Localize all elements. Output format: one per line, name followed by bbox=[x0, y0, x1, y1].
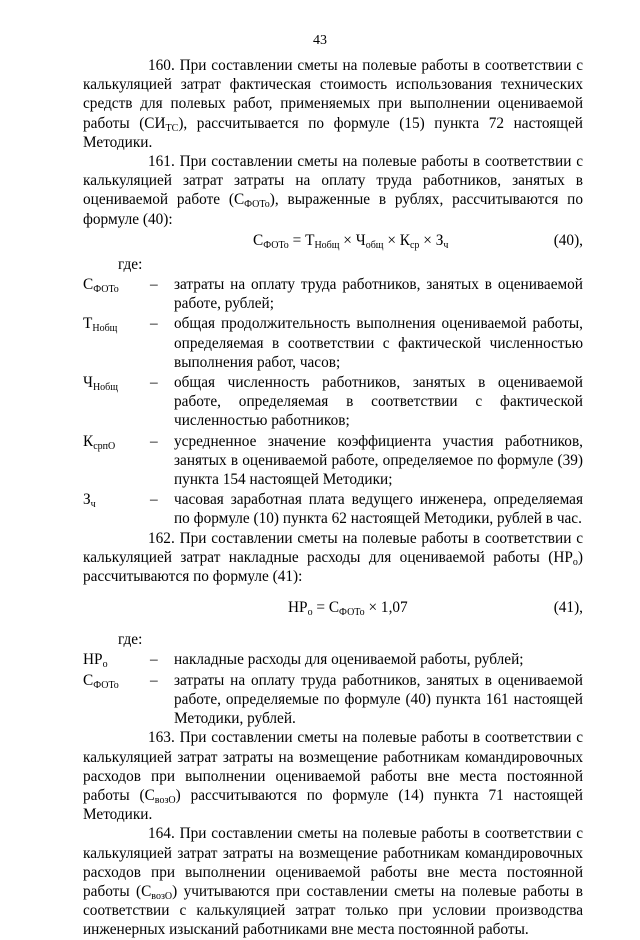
definition-row: $С_{ФОТо}$ – затраты на оплату труда работников, занятых в оцениваемой работе, определяемые по формуле (40) пункта 161 настоящей Методики, рублей. bbox=[83, 671, 583, 728]
definition-row: $З_ч$ – часовая заработная плата ведущего инженера, определяемая по формуле (10) пункта 62 настоящей Методики, рублей в час. bbox=[83, 491, 583, 528]
page-number: 43 bbox=[313, 33, 327, 48]
definition-text: затраты на оплату труда работников, занятых в оцениваемой работе, рублей; bbox=[174, 276, 583, 313]
definitions-list-2 bbox=[83, 650, 583, 728]
formula-41-number: (41), bbox=[553, 599, 583, 617]
definition-text: общая продолжительность выполнения оцениваемой работы, определяемая в соответствии с фактической численностью выполнения работ, часов; bbox=[174, 315, 583, 371]
definition-symbol: $С_{ФОТо}$ bbox=[83, 671, 119, 691]
definition-symbol: $НР_о$ bbox=[83, 651, 108, 671]
where-label-2: где: bbox=[118, 631, 143, 649]
where-label-1: где: bbox=[118, 255, 143, 273]
definition-row: $НР_о$ – накладные расходы для оцениваемой работы, рублей; bbox=[83, 650, 583, 669]
paragraph-162: 162. При составлении сметы на полевые работы в соответствии с калькуляцией затрат накладные расходы для оцениваемой работы $(НР_о)$ рассчитываются по формуле (41): bbox=[83, 529, 583, 586]
definition-text: накладные расходы для оцениваемой работы, рублей; bbox=[174, 651, 524, 669]
paragraph-163: 163. При составлении сметы на полевые работы в соответствии с калькуляцией затрат затраты на возмещение работникам командировочных расходов при выполнении оцениваемой работы вне места постоянной работы $(С_{возО})$ рассчитываются по формуле (14) пункта 71 настоящей Методики. bbox=[83, 729, 583, 824]
definition-symbol: $З_ч$ bbox=[83, 491, 96, 511]
paragraph-160: 160. При составлении сметы на полевые работы в соответствии с калькуляцией затрат фактическая стоимость использования технических средств для полевых работ, применяемых при выполнении оцениваемой работы $(СИ_{ТС})$, рассчитывается по формуле (15) пункта 72 настоящей Методики. bbox=[83, 57, 583, 151]
formula-40 bbox=[83, 231, 583, 251]
paragraph-161: 161. При составлении сметы на полевые работы в соответствии с калькуляцией затрат затраты на оплату труда работников, занятых в оцениваемой работе $(С_{ФОТо})$, выраженные в рублях, рассчитываются по формуле (40): bbox=[83, 153, 583, 228]
definition-text: общая численность работников, занятых в оцениваемой работе, определяемая в соответствии с фактической численностью работников; bbox=[174, 374, 583, 430]
definition-text: усредненное значение коэффициента участия работников, занятых в оцениваемой работе, определяемое по формуле (39) пункта 154 настоящей Методики; bbox=[174, 432, 583, 489]
definition-text: затраты на оплату труда работников, занятых в оцениваемой работе, определяемые по формуле (40) пункта 161 настоящей Методики, рублей. bbox=[174, 671, 583, 728]
formula-40-expression: $С_{ФОТо} = Т_{Нобщ} \times Ч_{общ} \times К_{ср} \times З_ч$ bbox=[253, 231, 449, 251]
definition-symbol: $Ч_{Нобщ}$ bbox=[83, 374, 118, 394]
paragraph-164: 164. При составлении сметы на полевые работы в соответствии с калькуляцией затрат затраты на возмещение работникам командировочных расходов при выполнении оцениваемой работы вне места постоянной работы $(С_{возО})$ учитываются при составлении сметы на полевые работы в соответствии с калькуляцией затрат только при условии производства инженерных изысканий работниками вне места постоянной работы. bbox=[83, 825, 583, 939]
definition-row: $С_{ФОТо}$ – затраты на оплату труда работников, занятых в оцениваемой работе, рублей; bbox=[83, 276, 583, 313]
formula-40-number: (40), bbox=[553, 231, 583, 249]
definition-symbol: $Т_{Нобщ}$ bbox=[83, 315, 118, 335]
definition-symbol: $С_{ФОТо}$ bbox=[83, 276, 119, 296]
formula-41 bbox=[83, 598, 583, 618]
document-body bbox=[83, 56, 583, 940]
definition-row: $Т_{Нобщ}$ – общая продолжительность выполнения оцениваемой работы, определяемая в соответствии с фактической численностью выполнения работ, часов; bbox=[83, 315, 583, 371]
definition-text: часовая заработная плата ведущего инженера, определяемая по формуле (10) пункта 62 настоящей Методики, рублей в час. bbox=[174, 491, 583, 528]
definition-symbol: $К_{српО}$ bbox=[83, 432, 116, 452]
definition-row: $К_{српО}$ – усредненное значение коэффициента участия работников, занятых в оцениваемой работе, определяемое по формуле (39) пункта 154 настоящей Методики; bbox=[83, 432, 583, 489]
formula-41-expression: $НР_о = С_{ФОТо} \times 1,07$ bbox=[288, 599, 408, 619]
definition-row: $Ч_{Нобщ}$ – общая численность работников, занятых в оцениваемой работе, определяемая в соответствии с фактической численностью работников; bbox=[83, 374, 583, 430]
definitions-list-1 bbox=[83, 275, 583, 529]
